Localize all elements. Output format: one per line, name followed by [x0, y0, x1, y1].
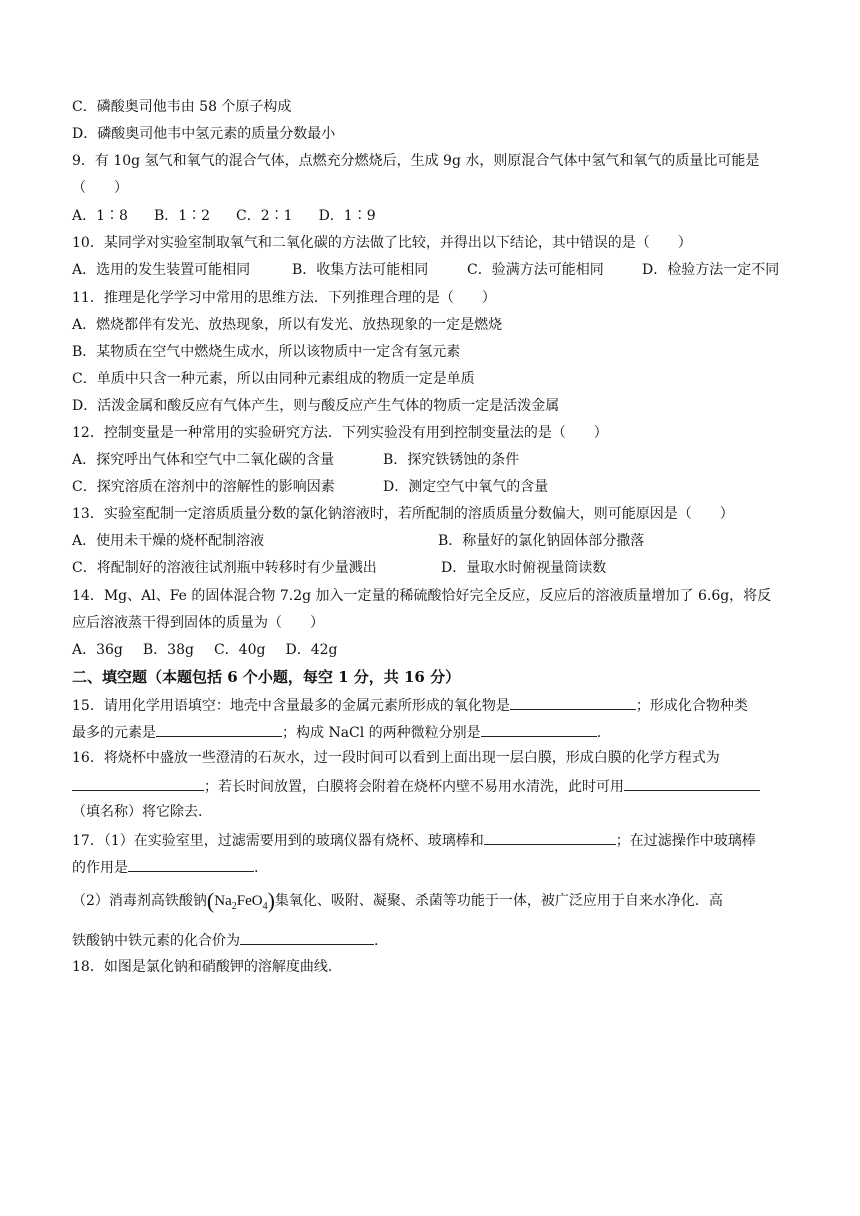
q17-text-6: 集氧化、吸附、凝聚、杀菌等功能于一体，被广泛应用于自来水净化．高 — [274, 893, 723, 909]
q17-blank-3[interactable] — [240, 930, 374, 945]
q17-text-3: 的作用是 — [72, 860, 128, 876]
q15-line1 — [72, 695, 748, 715]
q17-line3 — [72, 890, 723, 918]
q11-option-c: C．单质中只含一种元素，所以由同种元素组成的物质一定是单质 — [72, 371, 475, 387]
q18-stem: 18．如图是氯化钠和硝酸钾的溶解度曲线. — [72, 959, 333, 975]
q9-option-b: B．1∶2 — [153, 208, 211, 224]
q9-answer-paren: （ ） — [72, 180, 128, 196]
q16-blank-2[interactable] — [624, 776, 760, 791]
q9-option-d: D．1∶9 — [318, 208, 376, 224]
q9-stem: 9．有 10g 氢气和氧气的混合气体，点燃充分燃烧后，生成 9g 水，则原混合气体中氢气和氧气的质量比可能是 — [72, 153, 760, 169]
q13-option-c: C．将配制好的溶液往试剂瓶中转移时有少量溅出 — [72, 560, 377, 576]
q11-stem: 11．推理是化学学习中常用的思维方法．下列推理合理的是（ ） — [72, 290, 496, 306]
q16-line1: 16．将烧杯中盛放一些澄清的石灰水，过一段时间可以看到上面出现一层白膜，形成白膜的化学方程式为 — [72, 750, 720, 766]
q9-option-a: A．1∶8 — [72, 208, 128, 224]
sodium-ferrate-formula: $(Na_2FeO_4)$ — [206, 888, 275, 913]
q9-options — [72, 207, 376, 225]
q17-text-4: . — [254, 860, 259, 876]
q11-option-d: D．活泼金属和酸反应有气体产生，则与酸反应产生气体的物质一定是活泼金属 — [72, 398, 560, 414]
q15-text-4: ；构成 NaCl 的两种微粒分别是 — [282, 725, 481, 741]
q13-option-b: B．称量好的氯化钠固体部分撒落 — [438, 533, 645, 549]
q15-text-2: ；形成化合物种类 — [635, 698, 748, 714]
q11-option-b: B．某物质在空气中燃烧生成水，所以该物质中一定含有氢元素 — [72, 344, 461, 360]
q10-option-d: D．检验方法一定不同 — [642, 262, 780, 278]
q15-text-5: . — [596, 725, 602, 741]
q8-option-d: D．磷酸奥司他韦中氢元素的质量分数最小 — [72, 126, 336, 142]
q10-option-b: B．收集方法可能相同 — [292, 262, 429, 278]
q14-option-a: A．36g — [72, 642, 123, 658]
q13-option-a: A．使用未干燥的烧杯配制溶液 — [72, 533, 265, 549]
q12-option-c: C．探究溶质在溶剂中的溶解性的影响因素 — [72, 479, 335, 495]
q17-line4 — [72, 930, 378, 950]
q13-option-d: D．量取水时俯视量筒读数 — [441, 560, 607, 576]
q14-option-d: D．42g — [285, 642, 338, 658]
q17-text-5: （2）消毒剂高铁酸钠 — [72, 893, 207, 909]
q11-option-a: A．燃烧都伴有发光、放热现象，所以有发光、放热现象的一定是燃烧 — [72, 317, 503, 333]
q14-stem-line2: 应后溶液蒸干得到固体的质量为（ ） — [72, 615, 324, 631]
q14-stem-line1: 14．Mg、Al、Fe 的固体混合物 7.2g 加入一定量的稀硫酸恰好完全反应，反应后的溶液质量增加了 6.6g，将反 — [72, 588, 772, 604]
q16-line3: （填名称）将它除去. — [72, 804, 203, 820]
q15-line2 — [72, 722, 601, 742]
q15-text-1: 15．请用化学用语填空：地壳中含量最多的金属元素所形成的氧化物是 — [72, 698, 510, 714]
section-title-fill-in: 二、填空题（本题包括 6 个小题，每空 1 分，共 16 分） — [72, 668, 461, 686]
q14-option-c: C．40g — [213, 642, 266, 658]
q15-blank-3[interactable] — [481, 722, 597, 737]
q10-option-a: A．选用的发生装置可能相同 — [72, 262, 251, 278]
q10-stem: 10．某同学对实验室制取氧气和二氧化碳的方法做了比较，并得出以下结论，其中错误的是（ ） — [72, 235, 692, 251]
q17-line1 — [72, 830, 756, 850]
q9-option-c: C．2∶1 — [236, 208, 293, 224]
q17-blank-2[interactable] — [128, 857, 254, 872]
q12-option-a: A．探究呼出气体和空气中二氧化碳的含量 — [72, 452, 335, 468]
q15-blank-1[interactable] — [510, 695, 636, 710]
q17-text-7: 铁酸钠中铁元素的化合价为 — [72, 933, 240, 949]
q8-option-c: C．磷酸奥司他韦由 58 个原子构成 — [72, 99, 292, 115]
q15-text-3: 最多的元素是 — [72, 725, 156, 741]
q14-option-b: B．38g — [142, 642, 194, 658]
q17-text-1: 17．（1）在实验室里，过滤需要用到的玻璃仪器有烧杯、玻璃棒和 — [72, 833, 484, 849]
q17-text-2: ；在过滤操作中玻璃棒 — [615, 833, 756, 849]
q16-line2 — [72, 776, 760, 796]
q12-stem: 12．控制变量是一种常用的实验研究方法．下列实验没有用到控制变量法的是（ ） — [72, 425, 608, 441]
q10-option-c: C．验满方法可能相同 — [467, 262, 604, 278]
q12-option-d: D．测定空气中氧气的含量 — [383, 479, 549, 495]
q13-stem: 13．实验室配制一定溶质质量分数的氯化钠溶液时，若所配制的溶质质量分数偏大，则可能原因是（ ） — [72, 506, 734, 522]
q15-blank-2[interactable] — [156, 722, 282, 737]
q14-options — [72, 641, 337, 659]
q17-blank-1[interactable] — [484, 830, 616, 845]
q12-option-b: B．探究铁锈蚀的条件 — [383, 452, 520, 468]
q16-blank-1[interactable] — [72, 776, 204, 791]
q16-text-2: ；若长时间放置，白膜将会附着在烧杯内壁不易用水清洗，此时可用 — [204, 779, 624, 795]
q17-text-8: . — [374, 933, 379, 949]
q17-line2 — [72, 857, 258, 877]
